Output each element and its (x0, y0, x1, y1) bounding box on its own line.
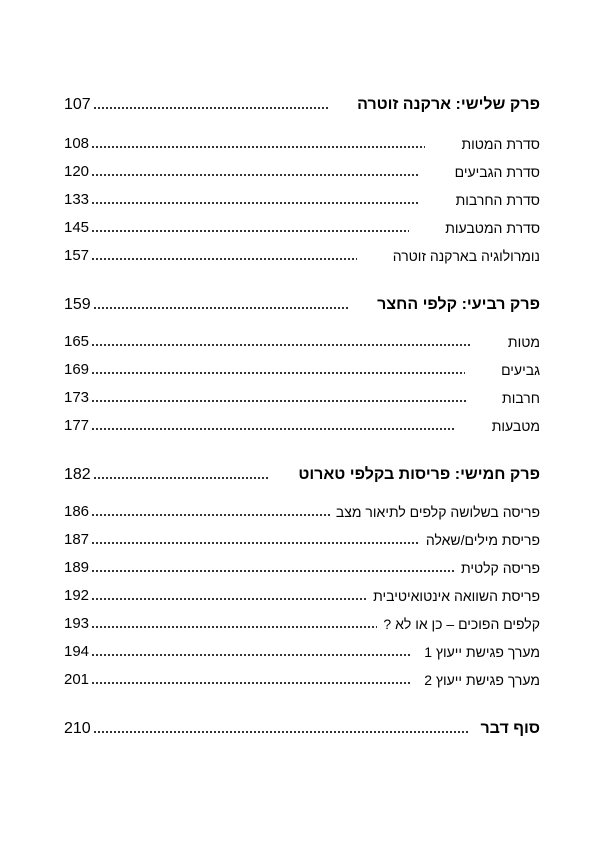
dot-leader (93, 106, 329, 110)
entry-title: מטות (507, 334, 540, 350)
dot-leader (91, 625, 377, 629)
page-number: 133 (64, 191, 90, 208)
entry-title: סדרת המטבעות (445, 220, 540, 236)
chapter-title: פרק חמישי: פריסות בקלפי טארוט (298, 466, 540, 483)
chapter-title: סוף דבר (480, 720, 540, 737)
page-number: 193 (64, 615, 90, 632)
dot-leader (91, 681, 410, 685)
page-number: 159 (64, 296, 91, 313)
entry-title: מערך פגישת ייעוץ 2 (424, 672, 540, 688)
dot-leader (91, 371, 465, 375)
entry-title: סדרת החרבות (455, 192, 540, 208)
toc-entry (64, 211, 540, 237)
toc-entry (64, 579, 540, 605)
toc-entry (64, 635, 540, 661)
entry-title: סדרת המטות (461, 136, 540, 152)
toc-entry (64, 325, 540, 351)
toc-entry (64, 607, 540, 633)
dot-leader (91, 343, 472, 347)
dot-leader (91, 427, 456, 431)
toc-entry (64, 409, 540, 435)
toc-entry (64, 155, 540, 181)
chapter-title: פרק רביעי: קלפי החצר (377, 296, 540, 313)
entry-title: מערך פגישת ייעוץ 1 (424, 644, 540, 660)
dot-leader (91, 201, 420, 205)
chapter-title: פרק שלישי: ארקנה זוטרה (357, 96, 540, 113)
toc-entry (64, 523, 540, 549)
toc-entry (64, 551, 540, 577)
page-number: 186 (64, 503, 90, 520)
chapter-4-line (64, 288, 540, 314)
entry-title: פריסת השוואה אינטואיטיבית (373, 588, 540, 604)
toc-entry (64, 127, 540, 153)
page-number: 189 (64, 559, 90, 576)
toc-entry (64, 663, 540, 689)
dot-leader (91, 597, 367, 601)
page-number: 108 (64, 135, 90, 152)
page-number: 192 (64, 587, 90, 604)
dot-leader (93, 476, 271, 480)
entry-title: גביעים (501, 362, 540, 378)
chapter-5-line (64, 458, 540, 484)
dot-leader (91, 145, 425, 149)
entry-title: חרבות (502, 390, 540, 406)
dot-leader (91, 541, 420, 545)
page-number: 169 (64, 361, 90, 378)
dot-leader (91, 653, 410, 657)
entry-title: סדרת הגביעים (454, 164, 540, 180)
toc-entry (64, 353, 540, 379)
entry-title: מטבעות (491, 418, 540, 434)
entry-title: קלפים הפוכים – כן או לא ? (383, 616, 540, 632)
toc-entry (64, 239, 540, 265)
page-number: 177 (64, 417, 90, 434)
epilogue-line (64, 712, 540, 738)
dot-leader (91, 257, 357, 261)
dot-leader (93, 730, 471, 734)
page-number: 194 (64, 643, 90, 660)
page-number: 210 (64, 720, 91, 737)
dot-leader (91, 173, 419, 177)
page-number: 201 (64, 671, 90, 688)
page-number: 187 (64, 531, 90, 548)
toc-entry (64, 183, 540, 209)
page-number: 107 (64, 96, 91, 113)
entry-title: פריסת מילים/שאלה (425, 532, 540, 548)
chapter-3-line (64, 88, 540, 114)
toc-entry (64, 381, 540, 407)
dot-leader (91, 513, 330, 517)
page-number: 157 (64, 247, 90, 264)
page-number: 145 (64, 219, 90, 236)
page-number: 182 (64, 466, 91, 483)
entry-title: פריסה קלטית (460, 560, 540, 576)
page-number: 120 (64, 163, 90, 180)
page-number: 173 (64, 389, 90, 406)
dot-leader (93, 306, 349, 310)
entry-title: פריסה בשלושה קלפים לתיאור מצב (335, 504, 540, 520)
dot-leader (91, 569, 455, 573)
entry-title: נומרולוגיה בארקנה זוטרה (392, 248, 540, 264)
dot-leader (91, 399, 466, 403)
page-number: 165 (64, 333, 90, 350)
dot-leader (91, 229, 409, 233)
toc-entry (64, 495, 540, 521)
